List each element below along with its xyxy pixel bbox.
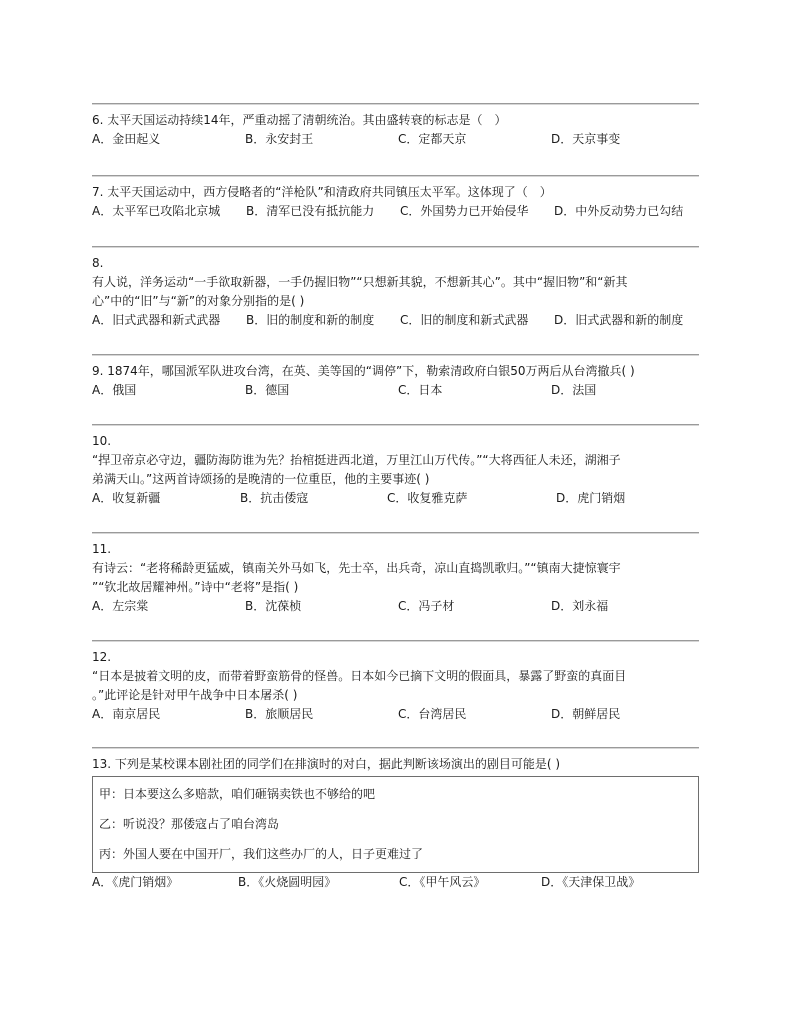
option-b[interactable]: B．抗击倭寇 xyxy=(240,491,309,505)
options-row xyxy=(92,130,699,149)
option-b[interactable]: B．沈葆桢 xyxy=(245,599,302,613)
option-a[interactable]: A．左宗棠 xyxy=(92,599,149,613)
question-11 xyxy=(92,532,699,616)
dialogue-line-jia: 甲：日本要这么多赔款，咱们砸锅卖铁也不够给的吧 xyxy=(99,787,376,801)
question-stem-line-1: “日本是披着文明的皮，而带着野蛮筋骨的怪兽。日本如今已摘下文明的假面具，暴露了野蛮的真面目 xyxy=(92,669,627,683)
option-b[interactable]: B．旅顺居民 xyxy=(245,707,314,721)
option-a[interactable]: A．南京居民 xyxy=(92,707,161,721)
options-row xyxy=(92,873,699,892)
divider xyxy=(92,246,699,248)
question-12 xyxy=(92,640,699,724)
divider xyxy=(92,103,699,105)
question-stem-line-1: 有诗云：“老将稀龄更猛威，镇南关外马如飞，先士卒，出兵奇，凉山直捣凯歌归。”“镇南大捷惊寰宇 xyxy=(92,561,621,575)
option-b[interactable]: B．《火烧圆明园》 xyxy=(238,875,337,889)
question-stem: 9. 1874年，哪国派军队进攻台湾，在英、美等国的“调停”下，勒索清政府白银50万两后从台湾撤兵( ) xyxy=(92,364,635,378)
question-number: 10. xyxy=(92,434,112,448)
option-d[interactable]: D．朝鲜居民 xyxy=(551,707,621,721)
question-8 xyxy=(92,246,699,330)
option-b[interactable]: B．德国 xyxy=(245,383,290,397)
divider xyxy=(92,424,699,426)
divider xyxy=(92,640,699,642)
question-7 xyxy=(92,175,699,221)
options-row xyxy=(92,311,699,330)
option-d[interactable]: D．《天津保卫战》 xyxy=(541,875,641,889)
dialogue-line-yi: 乙：听说没？那倭寇占了咱台湾岛 xyxy=(99,817,280,831)
divider xyxy=(92,175,699,177)
divider xyxy=(92,354,699,356)
option-b[interactable]: B．旧的制度和新的制度 xyxy=(246,313,375,327)
option-d[interactable]: D．虎门销烟 xyxy=(556,491,626,505)
divider xyxy=(92,747,699,749)
question-stem: 6. 太平天国运动持续14年，严重动摇了清朝统治。其由盛转衰的标志是（ ） xyxy=(92,113,507,127)
option-c[interactable]: C．旧的制度和新式武器 xyxy=(400,313,529,327)
option-b[interactable]: B．永安封王 xyxy=(245,132,314,146)
option-c[interactable]: C．《甲午风云》 xyxy=(399,875,486,889)
option-b[interactable]: B．清军已没有抵抗能力 xyxy=(246,204,375,218)
option-c[interactable]: C．日本 xyxy=(398,383,443,397)
options-row xyxy=(92,489,699,508)
option-d[interactable]: D．法国 xyxy=(551,383,597,397)
question-stem-line-2: 。”此评论是针对甲午战争中日本屠杀( ) xyxy=(92,688,298,702)
question-stem-line-2: 心”中的“旧”与“新”的对象分别指的是( ) xyxy=(92,294,305,308)
option-d[interactable]: D．天京事变 xyxy=(551,132,621,146)
options-row xyxy=(92,381,699,400)
option-c[interactable]: C．台湾居民 xyxy=(398,707,467,721)
option-c[interactable]: C．冯子材 xyxy=(398,599,455,613)
question-stem-line-1: “捍卫帝京必守边，疆防海防谁为先？抬棺挺进西北道，万里江山万代传。”“大将西征人未还，湖湘子 xyxy=(92,453,621,467)
option-d[interactable]: D．旧式武器和新的制度 xyxy=(554,313,684,327)
question-10 xyxy=(92,424,699,508)
option-a[interactable]: A．金田起义 xyxy=(92,132,161,146)
options-row xyxy=(92,705,699,724)
option-c[interactable]: C．收复雅克萨 xyxy=(387,491,468,505)
question-stem: 13. 下列是某校课本剧社团的同学们在排演时的对白，据此判断该场演出的剧目可能是( ) xyxy=(92,757,561,771)
question-stem-line-2: ”“钦北故居耀神州。”诗中“老将”是指( ) xyxy=(92,580,299,594)
question-stem-line-2: 弟满天山。”这两首诗颂扬的是晚清的一位重臣，他的主要事迹( ) xyxy=(92,472,430,486)
option-a[interactable]: A．俄国 xyxy=(92,383,137,397)
question-number: 11. xyxy=(92,542,112,556)
option-a[interactable]: A．《虎门销烟》 xyxy=(92,875,179,889)
dialogue-box xyxy=(92,776,699,873)
question-13 xyxy=(92,747,699,892)
divider xyxy=(92,532,699,534)
question-stem: 7. 太平天国运动中，西方侵略者的“洋枪队”和清政府共同镇压太平军。这体现了（ ） xyxy=(92,185,552,199)
option-a[interactable]: A．旧式武器和新式武器 xyxy=(92,313,221,327)
option-c[interactable]: C．外国势力已开始侵华 xyxy=(400,204,529,218)
options-row xyxy=(92,597,699,616)
question-stem-line-1: 有人说，洋务运动“一手欲取新器，一手仍握旧物”“只想新其貌，不想新其心”。其中“握旧物”和“新其 xyxy=(92,275,628,289)
option-d[interactable]: D．中外反动势力已勾结 xyxy=(554,204,684,218)
question-number: 8. xyxy=(92,256,104,270)
question-6 xyxy=(92,103,699,149)
option-a[interactable]: A．收复新疆 xyxy=(92,491,161,505)
option-c[interactable]: C．定都天京 xyxy=(398,132,467,146)
question-number: 12. xyxy=(92,650,112,664)
option-a[interactable]: A．太平军已攻陷北京城 xyxy=(92,204,221,218)
dialogue-line-bing: 丙：外国人要在中国开厂，我们这些办厂的人，日子更难过了 xyxy=(99,847,424,861)
options-row xyxy=(92,202,699,221)
question-9 xyxy=(92,354,699,400)
option-d[interactable]: D．刘永福 xyxy=(551,599,609,613)
